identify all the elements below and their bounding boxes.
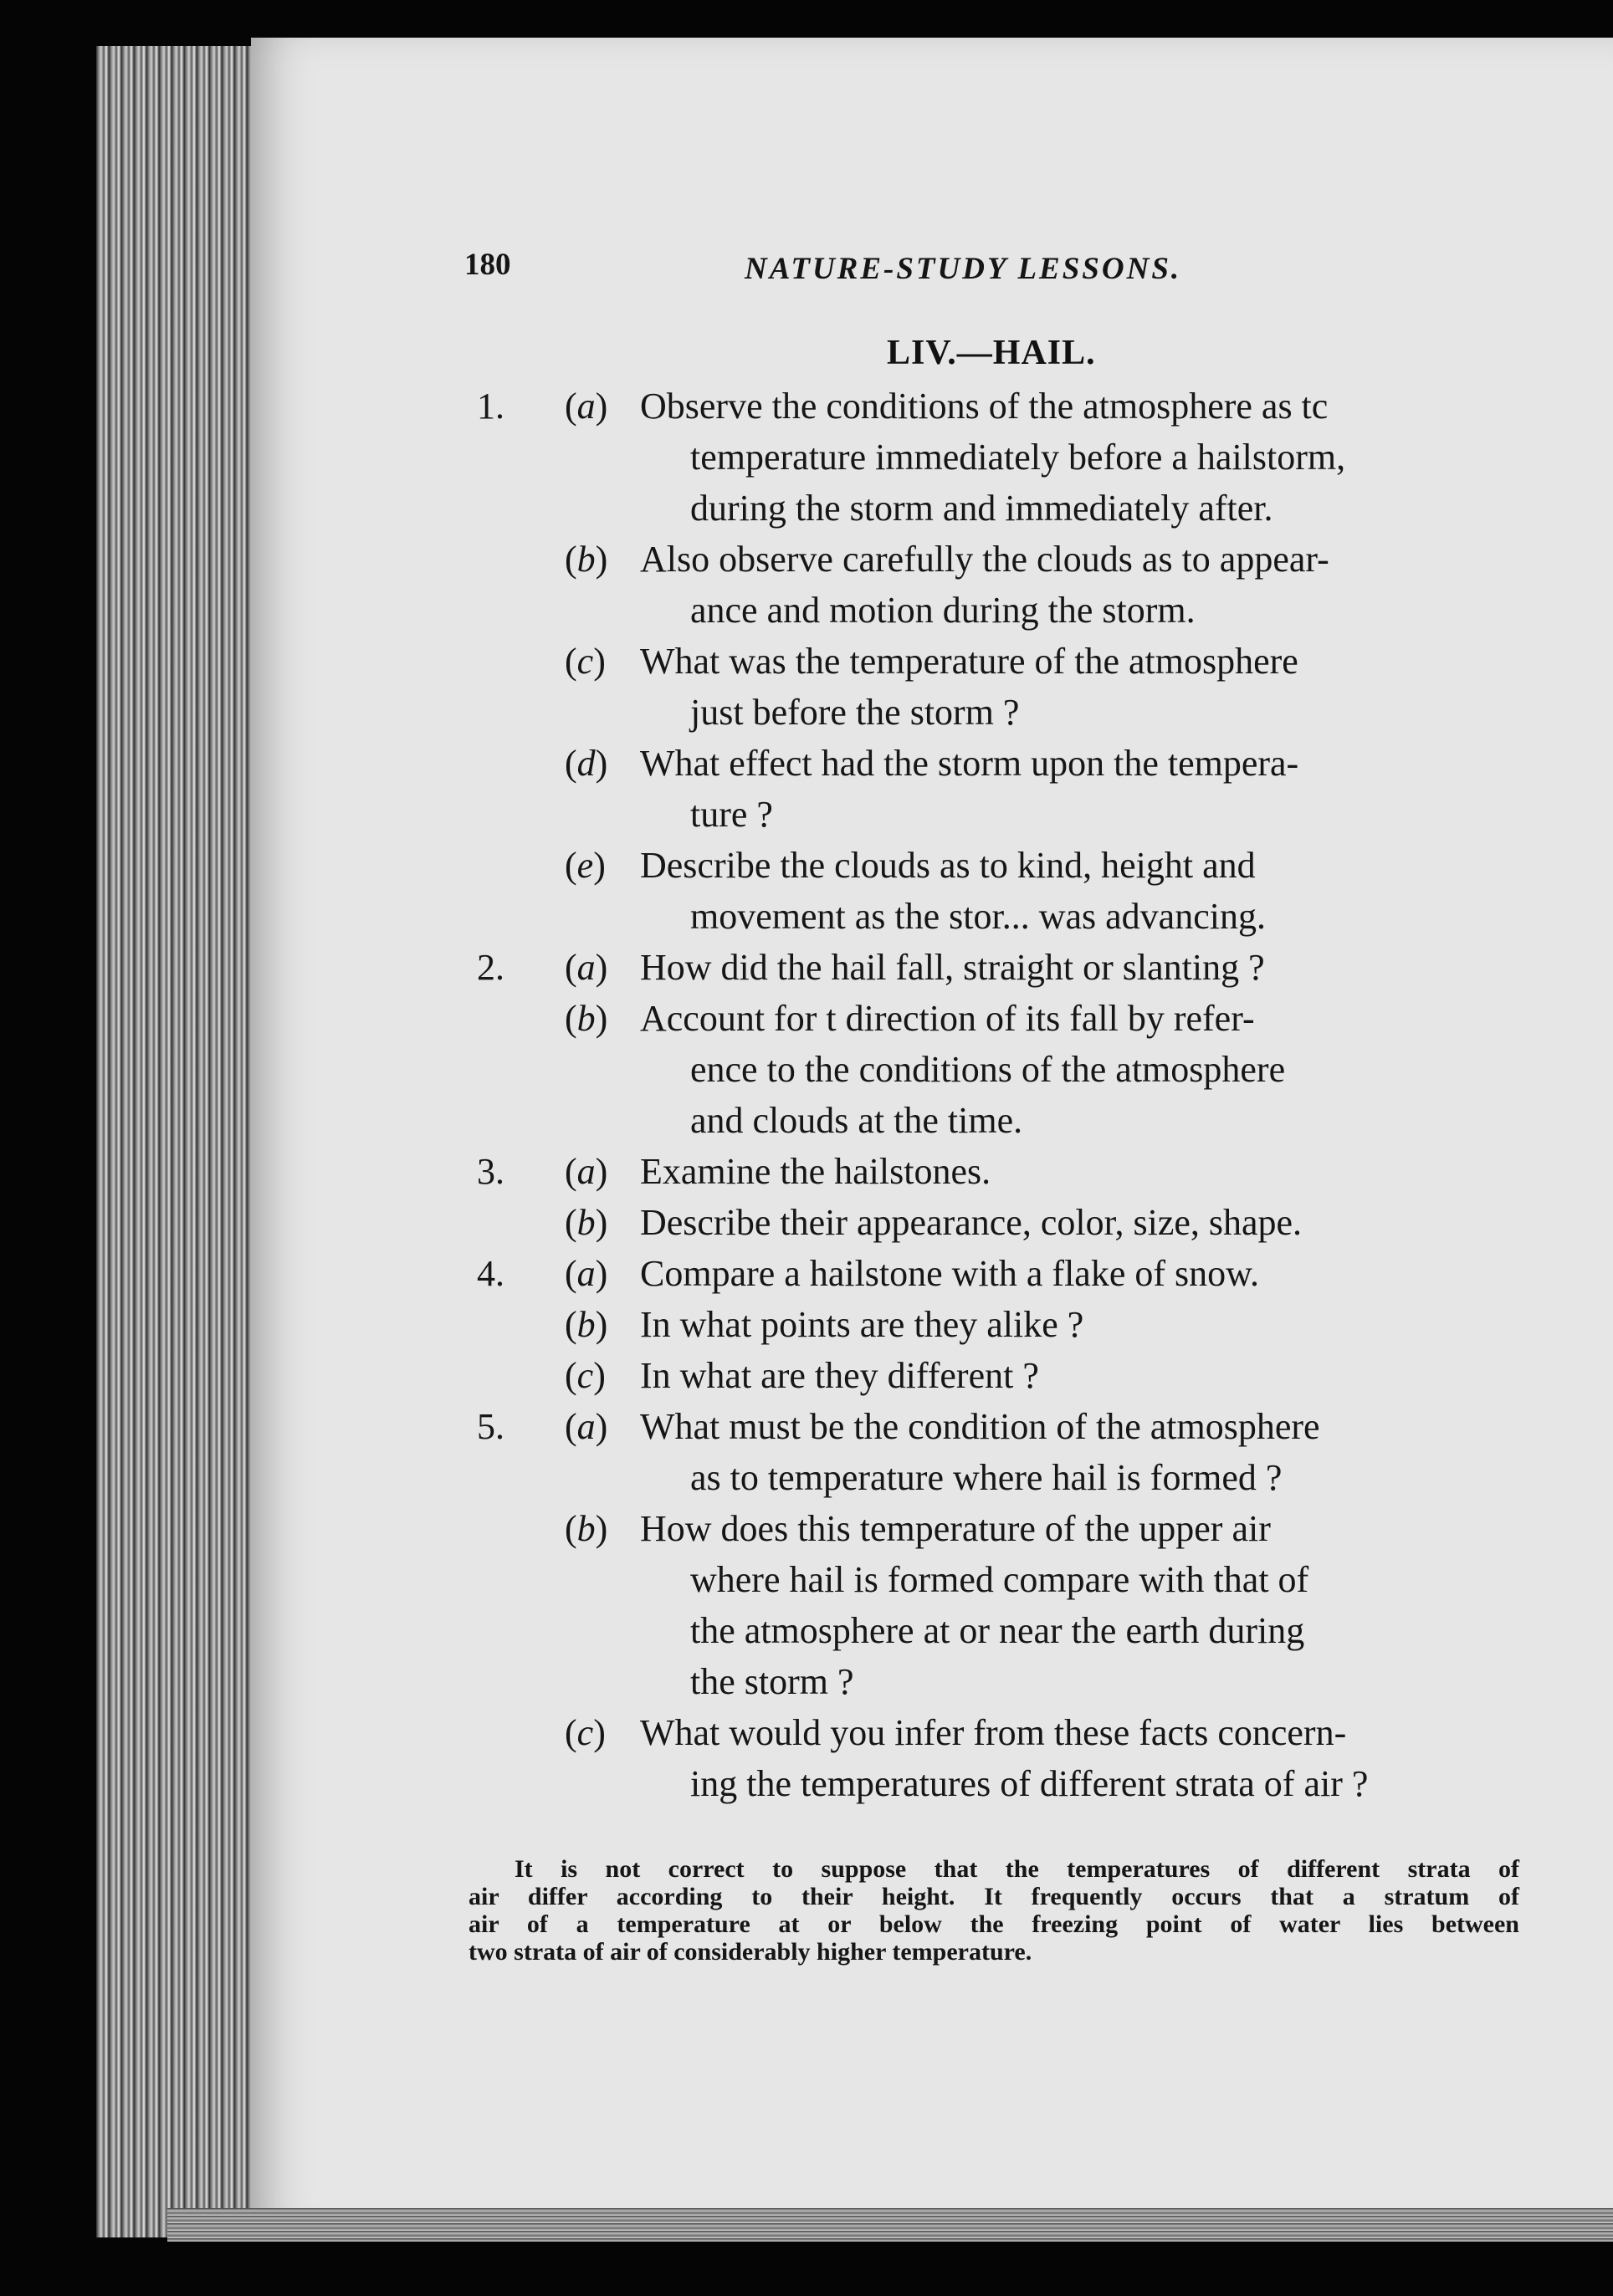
- question-number: 2.: [477, 947, 504, 988]
- question-line: [477, 891, 1531, 942]
- question-letter: (a): [565, 1253, 608, 1294]
- footnote-line: It is not correct to suppose that the temperatures of different strata of: [515, 1855, 1519, 1883]
- question-line: [477, 942, 1531, 993]
- question-line: [477, 585, 1531, 636]
- question-text: where hail is formed compare with that of: [690, 1559, 1309, 1600]
- question-letter: (b): [565, 998, 608, 1039]
- question-letter: (a): [565, 1151, 608, 1192]
- question-text: What was the temperature of the atmosphere: [640, 641, 1298, 682]
- question-text: In what are they different ?: [640, 1355, 1039, 1396]
- question-line: [477, 1605, 1531, 1656]
- question-letter: (b): [565, 1508, 608, 1549]
- question-text: Compare a hailstone with a flake of snow.: [640, 1253, 1260, 1294]
- question-line: [477, 534, 1531, 585]
- question-line: [477, 840, 1531, 891]
- question-text: movement as the stor... was advancing.: [690, 896, 1266, 937]
- question-line: [477, 1452, 1531, 1503]
- page-header: [464, 247, 1535, 297]
- question-text: temperature immediately before a hailstorm,: [690, 437, 1346, 478]
- question-text: and clouds at the time.: [690, 1100, 1023, 1141]
- question-line: [477, 1554, 1531, 1605]
- question-text: during the storm and immediately after.: [690, 488, 1273, 529]
- question-text: What effect had the storm upon the tempera-: [640, 743, 1299, 784]
- question-text: Observe the conditions of the atmosphere as tc: [640, 386, 1329, 427]
- question-letter: (a): [565, 386, 608, 427]
- question-line: [477, 687, 1531, 738]
- question-number: 3.: [477, 1151, 504, 1192]
- question-text: the atmosphere at or near the earth during: [690, 1610, 1305, 1651]
- question-line: [477, 993, 1531, 1044]
- question-text: Describe the clouds as to kind, height and: [640, 845, 1256, 886]
- question-line: [477, 1095, 1531, 1146]
- question-line: [477, 432, 1531, 483]
- footnote: [469, 1855, 1519, 1966]
- question-letter: (b): [565, 539, 608, 580]
- question-line: [477, 483, 1531, 534]
- question-text: Examine the hailstones.: [640, 1151, 991, 1192]
- page-number: 180: [464, 248, 511, 282]
- footnote-line: air of a temperature at or below the freezing point of water lies between: [469, 1910, 1519, 1938]
- question-text: What must be the condition of the atmosphere: [640, 1406, 1320, 1447]
- question-letter: (e): [565, 845, 606, 886]
- question-line: [477, 738, 1531, 789]
- question-text: How does this temperature of the upper air: [640, 1508, 1271, 1549]
- question-letter: (c): [565, 641, 606, 682]
- question-letter: (d): [565, 743, 608, 784]
- question-line: [477, 636, 1531, 687]
- question-text: Also observe carefully the clouds as to appear-: [640, 539, 1329, 580]
- question-text: ance and motion during the storm.: [690, 590, 1196, 631]
- question-line: [477, 1350, 1531, 1401]
- question-line: [477, 1401, 1531, 1452]
- question-line: [477, 1503, 1531, 1554]
- book-bottom-edge: [167, 2208, 1613, 2242]
- question-text: How did the hail fall, straight or slanting ?: [640, 947, 1265, 988]
- book-page-edges: [96, 46, 276, 2237]
- question-line: [477, 1146, 1531, 1197]
- question-text: as to temperature where hail is formed ?: [690, 1457, 1283, 1498]
- footnote-line: air differ according to their height. It frequently occurs that a stratum of: [469, 1883, 1519, 1910]
- question-line: [477, 1656, 1531, 1707]
- question-number: 5.: [477, 1406, 504, 1447]
- question-line: [477, 1044, 1531, 1095]
- question-text: Account for t direction of its fall by refer-: [640, 998, 1255, 1039]
- question-number: 1.: [477, 386, 504, 427]
- question-line: [477, 1299, 1531, 1350]
- question-letter: (a): [565, 1406, 608, 1447]
- question-letter: (c): [565, 1712, 606, 1753]
- question-line: [477, 381, 1531, 432]
- question-line: [477, 789, 1531, 840]
- lesson-questions: [477, 381, 1531, 1809]
- question-text: In what points are they alike ?: [640, 1304, 1084, 1345]
- question-text: ture ?: [690, 794, 773, 835]
- footnote-line: two strata of air of considerably higher temperature.: [469, 1938, 1032, 1966]
- running-head: NATURE-STUDY LESSONS.: [745, 252, 1182, 286]
- question-number: 4.: [477, 1253, 504, 1294]
- question-text: ence to the conditions of the atmosphere: [690, 1049, 1286, 1090]
- question-letter: (a): [565, 947, 608, 988]
- question-text: Describe their appearance, color, size, shape.: [640, 1202, 1303, 1243]
- question-line: [477, 1758, 1531, 1809]
- question-line: [477, 1707, 1531, 1758]
- question-text: the storm ?: [690, 1661, 854, 1702]
- question-text: What would you infer from these facts concern-: [640, 1712, 1347, 1753]
- question-line: [477, 1197, 1531, 1248]
- question-text: just before the storm ?: [690, 692, 1020, 733]
- chapter-title: LIV.—HAIL.: [887, 334, 1096, 372]
- question-letter: (b): [565, 1304, 608, 1345]
- question-letter: (c): [565, 1355, 606, 1396]
- question-line: [477, 1248, 1531, 1299]
- question-text: ing the temperatures of different strata of air ?: [690, 1763, 1369, 1804]
- question-letter: (b): [565, 1202, 608, 1243]
